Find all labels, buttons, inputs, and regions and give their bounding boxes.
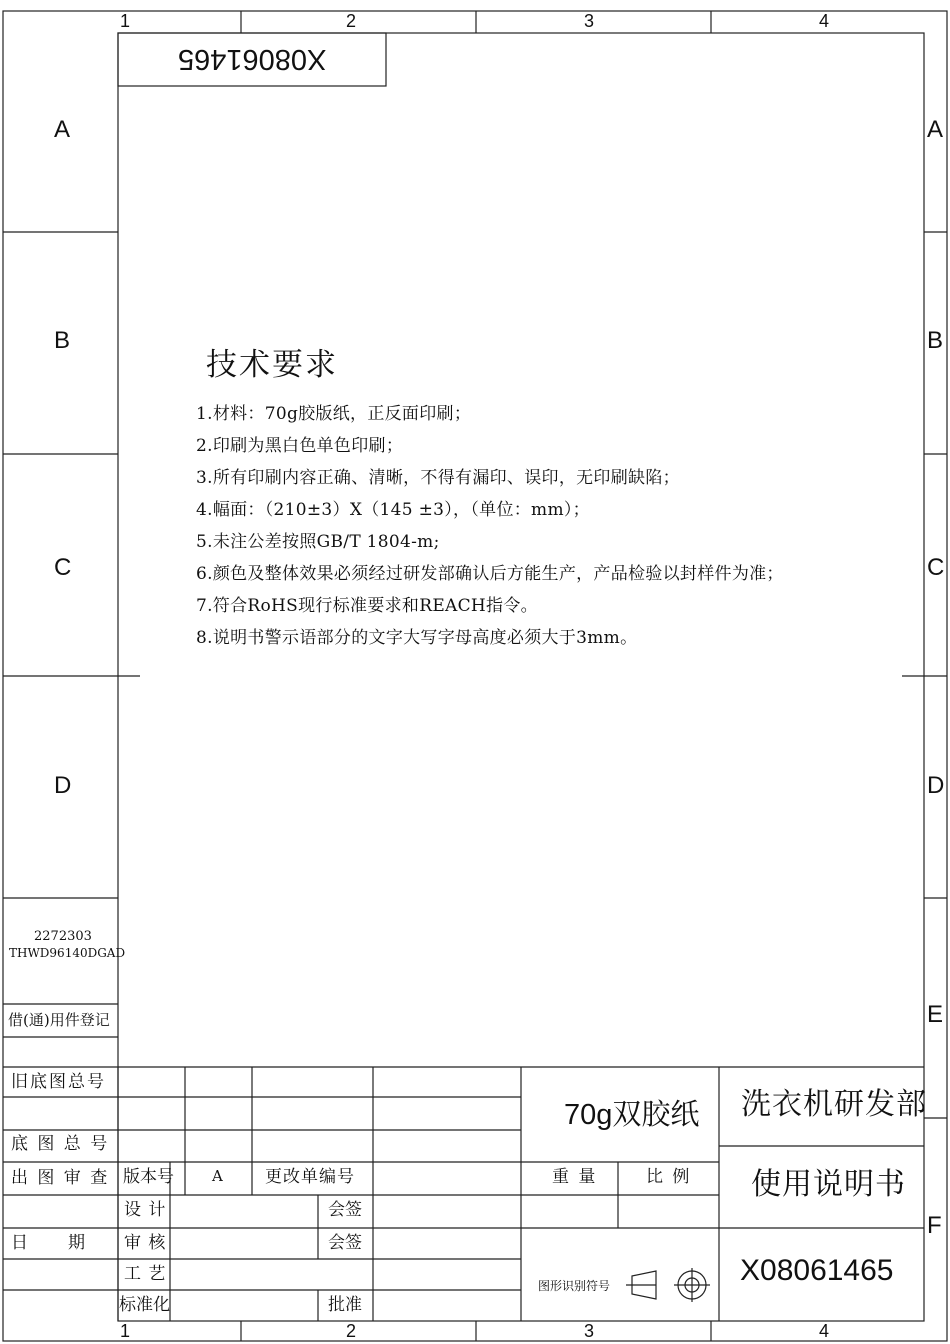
column-label-top-1: 1 [120,11,131,31]
row-label-right-f: F [927,1212,942,1239]
issue-review-label: 出 图 审 查 [11,1168,110,1188]
design-label: 设 计 [124,1200,167,1220]
drawing-number: X08061465 [740,1254,894,1287]
change-no-label: 更改单编号 [265,1167,355,1187]
scale-label: 比 例 [646,1167,692,1187]
column-label-bottom-2: 2 [346,1321,357,1341]
department-name: 洗衣机研发部 [741,1087,927,1122]
drawing-number-mirrored: X08061465 [178,43,327,75]
row-label-right-e: E [927,1001,944,1028]
base-total-label: 底 图 总 号 [11,1134,110,1154]
row-label-right-d: D [927,772,945,799]
review-label: 审 核 [124,1233,167,1253]
product-model: THWD96140DGAD [9,946,126,960]
weight-label: 重 量 [552,1167,598,1187]
requirement-item-6: 6.颜色及整体效果必须经过研发部确认后方能生产，产品检验以封样件为准； [196,564,784,584]
row-label-right-b: B [927,327,944,354]
column-label-bottom-3: 3 [584,1321,595,1341]
projection-symbol-icon [622,1268,714,1302]
row-label-left-b: B [54,327,71,354]
old-base-total-label: 旧底图总号 [11,1072,106,1092]
requirement-item-5: 5.未注公差按照GB/T 1804-m; [196,532,440,552]
column-label-top-4: 4 [819,11,830,31]
requirement-item-4: 4.幅面：（210±3）X（145 ±3），（单位：mm）； [196,500,590,520]
row-label-right-a: A [927,116,944,143]
version-value: A [212,1167,223,1185]
material-spec: 70g双胶纸 [564,1099,700,1131]
requirements-title: 技术要求 [206,347,338,383]
approve-label: 批准 [328,1295,362,1315]
date-label: 日 期 [11,1233,87,1253]
requirement-item-8: 8.说明书警示语部分的文字大写字母高度必须大于3mm。 [196,628,638,648]
document-name: 使用说明书 [751,1167,906,1202]
borrow-register-label: 借(通)用件登记 [8,1011,110,1029]
column-label-bottom-1: 1 [120,1321,131,1341]
row-label-left-a: A [54,116,71,143]
graphic-symbol-label: 图形识别符号 [538,1279,611,1293]
row-label-left-d: D [54,772,72,799]
standardization-label: 标准化 [119,1295,170,1315]
column-label-top-2: 2 [346,11,357,31]
countersign-label-1: 会签 [328,1200,362,1220]
version-no-label: 版本号 [123,1167,174,1187]
requirement-item-2: 2.印刷为黑白色单色印刷； [196,436,404,456]
column-label-bottom-4: 4 [819,1321,830,1341]
product-code: 2272303 [34,929,92,944]
process-label: 工 艺 [124,1264,167,1284]
row-label-left-c: C [54,554,72,581]
row-label-right-c: C [927,554,945,581]
outer-border [3,11,947,1341]
requirement-item-1: 1.材料：70g胶版纸，正反面印刷； [196,404,472,424]
requirement-item-3: 3.所有印刷内容正确、清晰，不得有漏印、误印，无印刷缺陷； [196,468,680,488]
requirement-item-7: 7.符合RoHS现行标准要求和REACH指令。 [196,596,538,616]
column-label-top-3: 3 [584,11,595,31]
countersign-label-2: 会签 [328,1233,362,1253]
